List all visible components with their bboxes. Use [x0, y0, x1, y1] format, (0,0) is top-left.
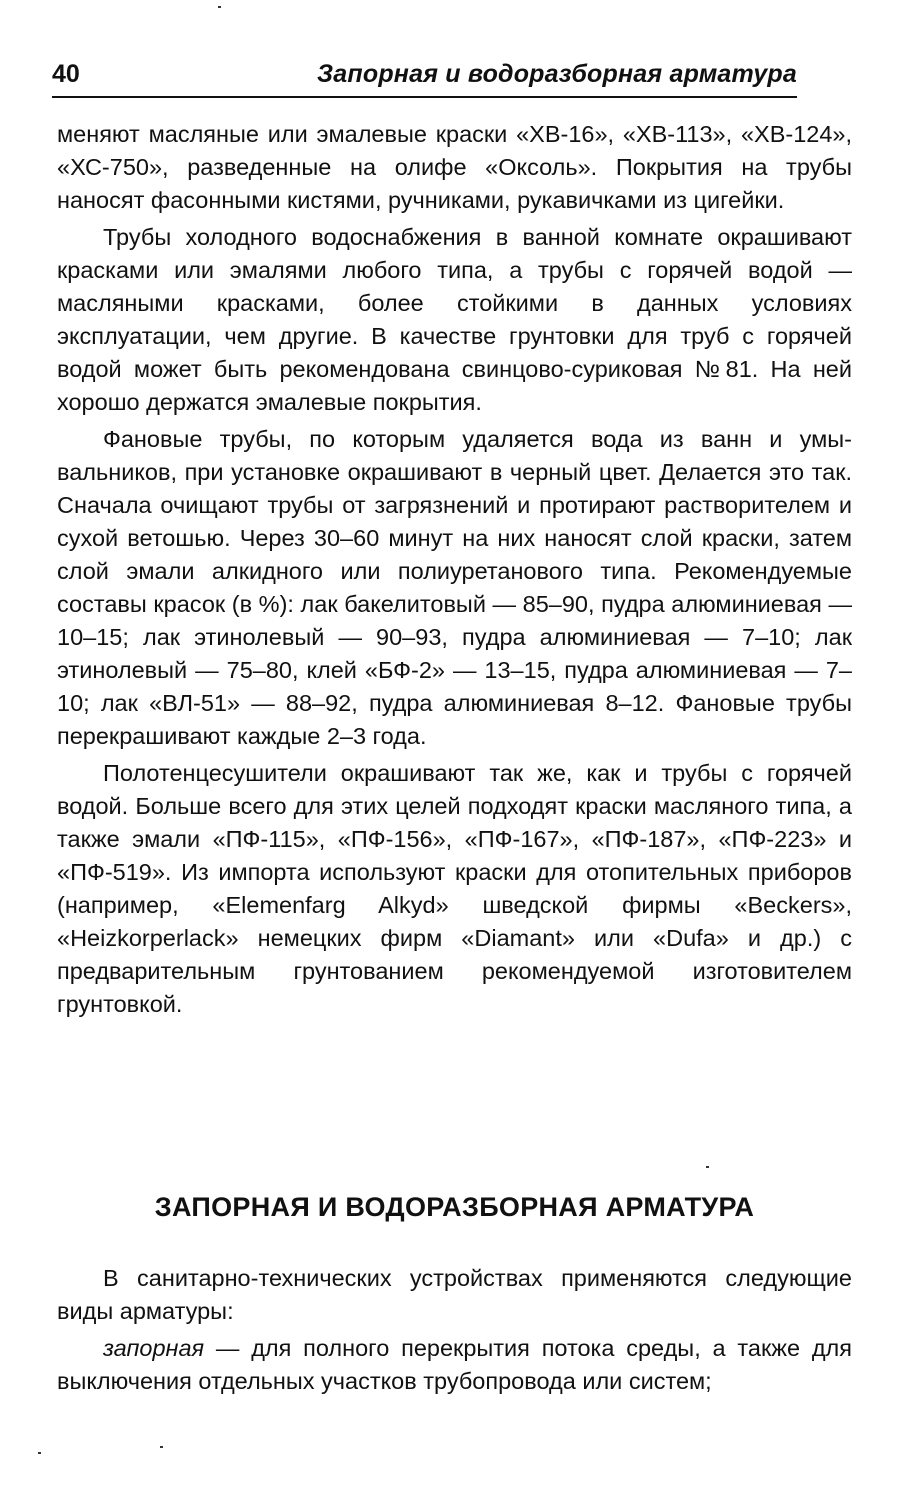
page-number: 40	[52, 60, 80, 88]
scan-speck	[160, 1446, 163, 1448]
paragraph-cold-water-pipes: Трубы холодного водоснабжения в ванной комнате окрашивают красками или эмалями любого типа, а трубы с горячей водой — масляными красками, более стойкими в данных условиях эксплуатации, чем другие. В качестве грунтовки для труб с горячей водой может быть рекомендована свинцово-суриковая №81. На ней хорошо держатся эмалевые покрытия.	[57, 224, 852, 415]
paragraph-continued: меняют масляные или эмалевые краски «ХВ-16», «ХВ-113», «ХВ-124», «ХС-750», разведенные на олифе «Оксоль». Покрытия на трубы наносят фасонными кистями, ручниками, рукавичками из цигейки.	[57, 121, 852, 213]
section-heading: ЗАПОРНАЯ И ВОДОРАЗБОРНАЯ АРМАТУРА	[154, 1192, 755, 1222]
running-title: Запорная и водоразборная арматура	[317, 60, 797, 88]
scan-speck	[38, 1452, 41, 1454]
scan-speck	[218, 6, 221, 8]
body-text	[57, 118, 852, 1025]
item-text: — для полного перекрытия потока среды, а также для выключения отдельных участков трубопровода или систем;	[57, 1335, 852, 1394]
paragraph-towel-dryers: Полотенцесушители окрашивают так же, как и трубы с горячей водой. Больше всего для этих целей подходят краски масляного типа, а также эмали «ПФ-115», «ПФ-156», «ПФ-167», «ПФ-187», «ПФ-223» и «ПФ-519». Из импорта используют краски для отопительных приборов (например, «Elemenfarg Alkyd» шведской фирмы «Beckers», «Heizkorperlack» немецких фирм «Diamant» или «Dufa» и др.) с предварительным грунтованием рекомендуемой изготовителем грунтовкой.	[57, 760, 852, 1017]
paragraph-drain-pipes: Фановые трубы, по которым удаляется вода из ванн и умывальников, при установке окрашивают в черный цвет. Делается это так. Сначала очищают трубы от загрязнений и протирают растворителем и сухой ветошью. Через 30–60 минут на них наносят слой краски, затем слой эмали алкидного или полиуретанового типа. Рекомендуемые составы красок (в %): лак бакелитовый — 85–90, пудра алюминиевая — 10–15; лак этинолевый — 90–93, пудра алюминиевая — 7–10; лак этинолевый — 75–80, клей «БФ-2» — 13–15, пудра алюминиевая — 7–10; лак «ВЛ-51» — 88–92, пудра алюминиевая 8–12. Фановые трубы перекрашивают каждые 2–3 года.	[57, 426, 852, 749]
item-term: запорная	[103, 1335, 205, 1361]
section-list-item	[57, 1332, 852, 1398]
running-head	[52, 58, 797, 98]
scan-speck	[706, 1166, 709, 1168]
section-text	[57, 1262, 852, 1402]
section-intro: В санитарно-технических устройствах применяются следующие виды арматуры:	[57, 1265, 852, 1324]
